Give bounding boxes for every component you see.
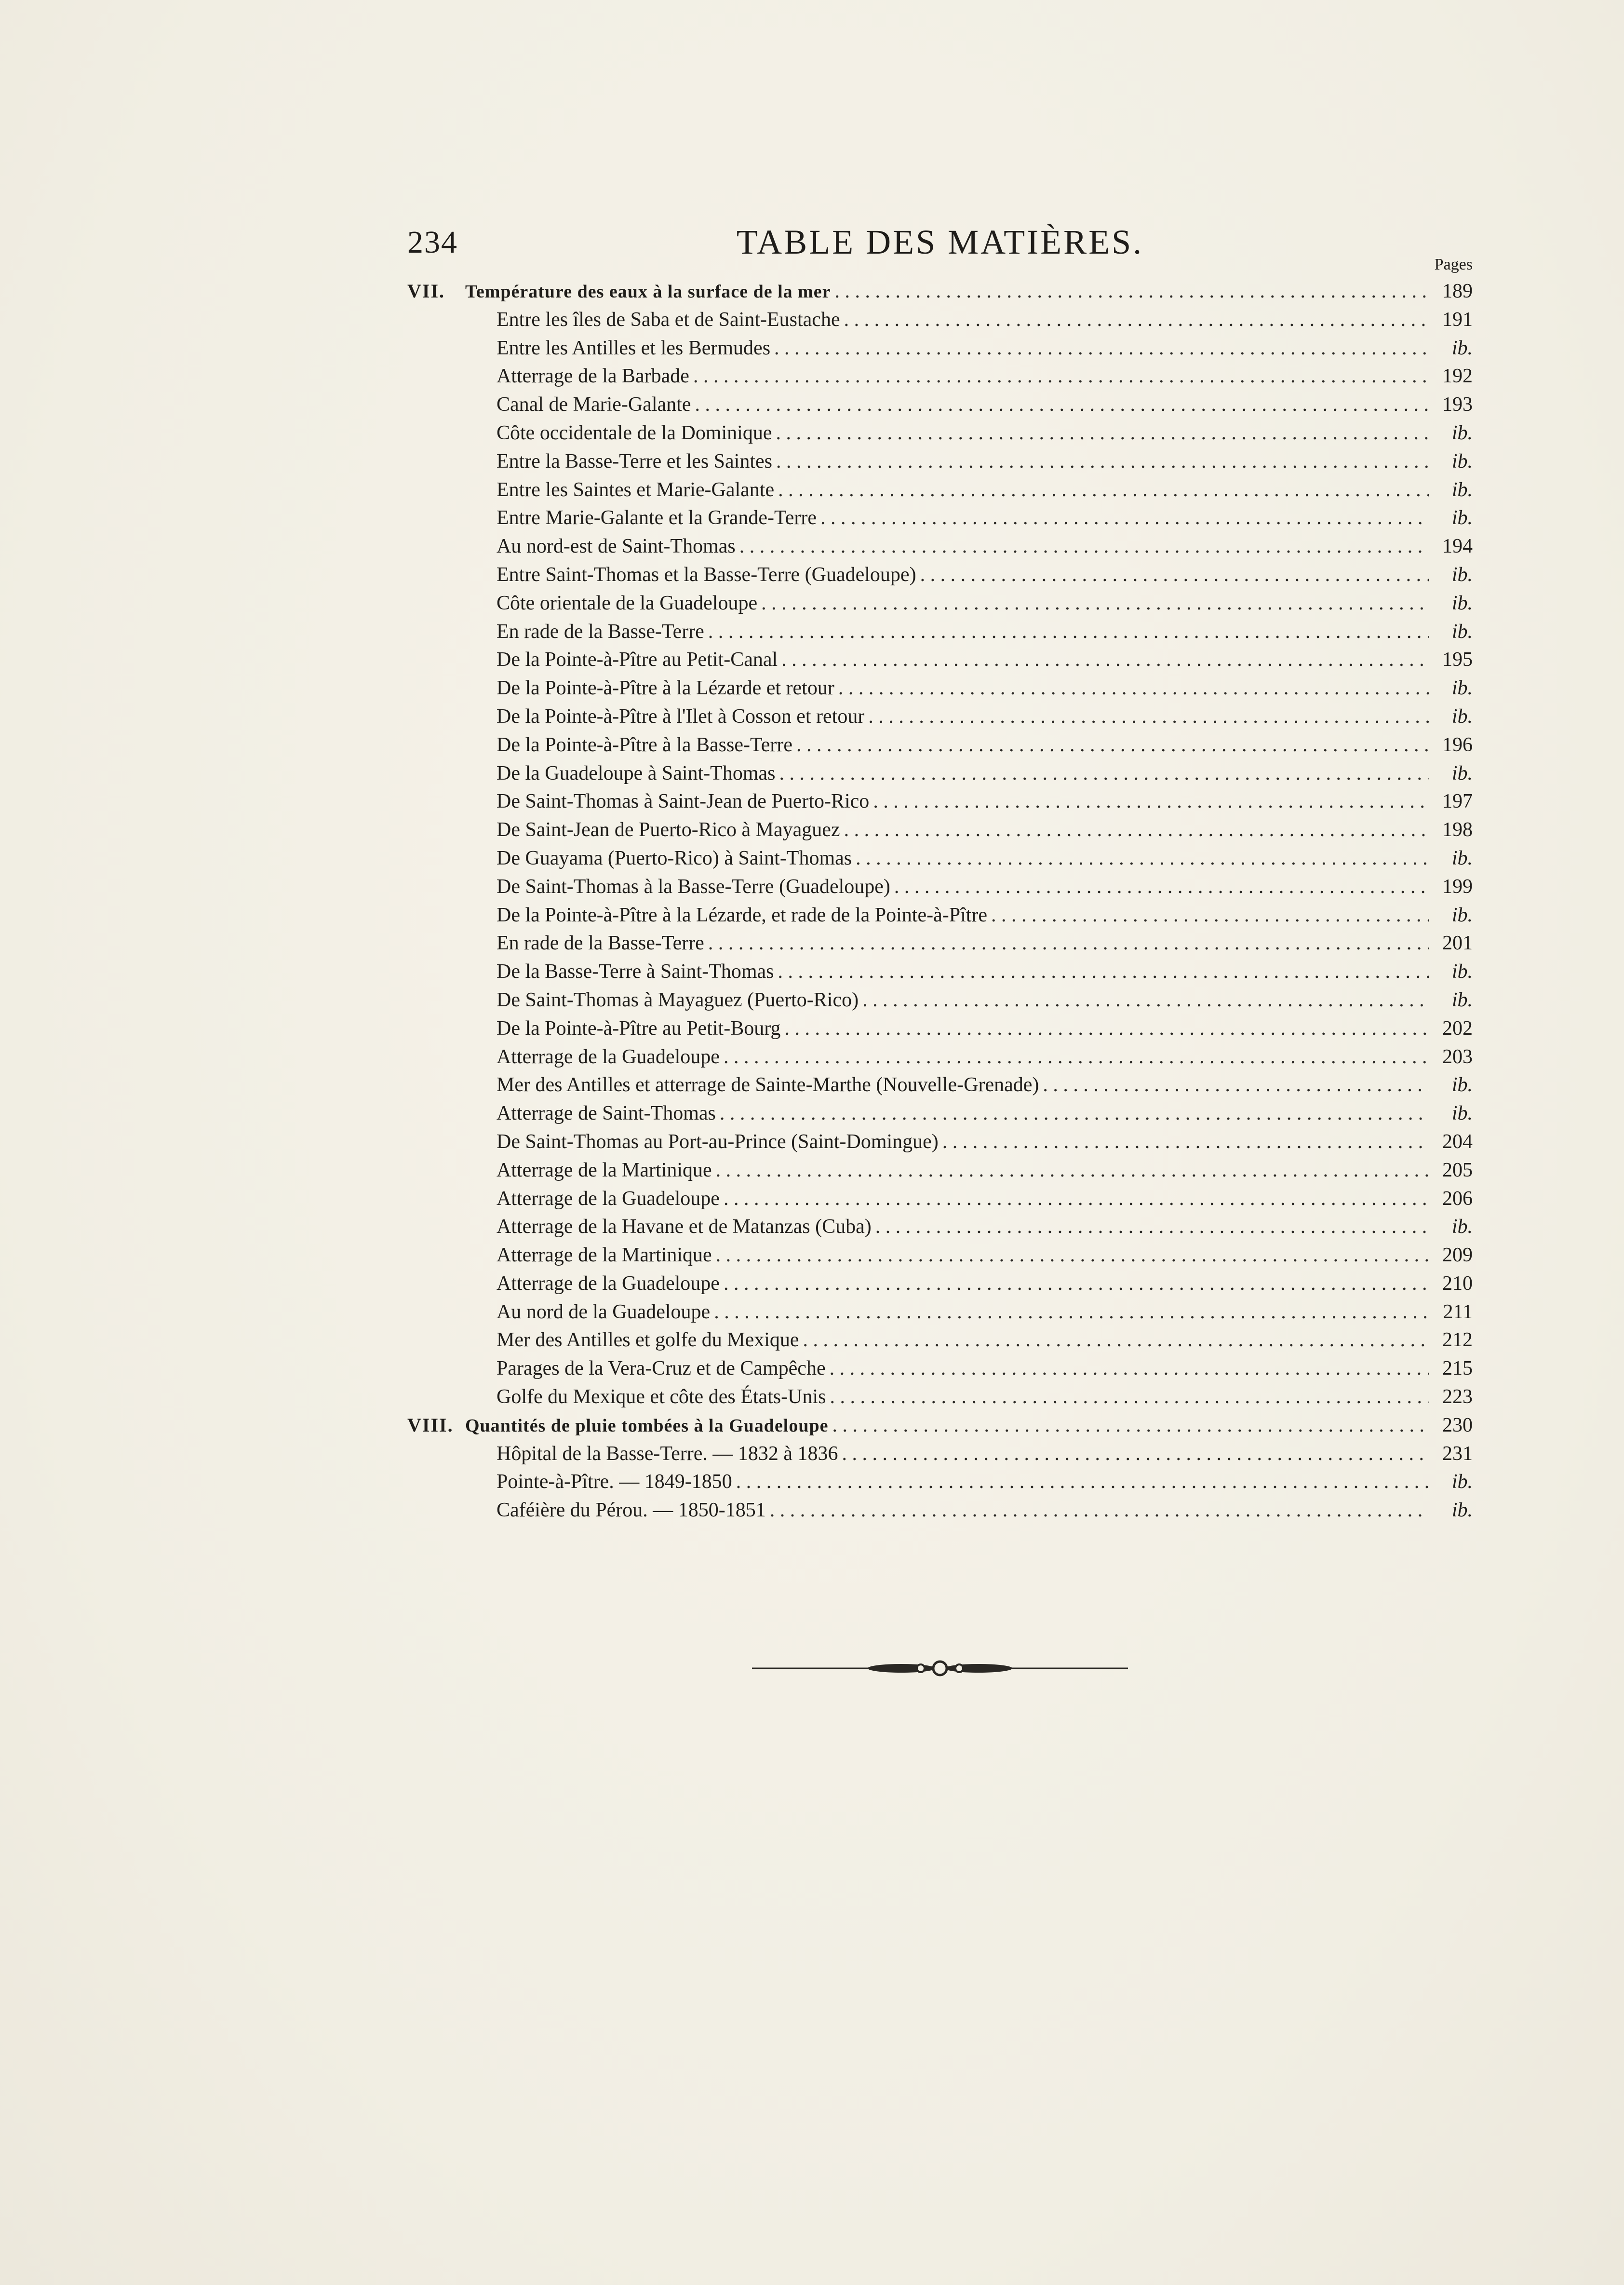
toc-row: [407, 362, 1473, 391]
dot-leader: [817, 504, 1429, 532]
toc-row: [407, 1071, 1473, 1099]
toc-entry-label: Hôpital de la Basse-Terre. — 1832 à 1836: [497, 1442, 838, 1465]
dot-leader: [712, 1156, 1429, 1185]
toc-entry-label: Atterrage de la Martinique: [497, 1244, 712, 1267]
toc-entry-label: Entre la Basse-Terre et les Saintes: [497, 450, 773, 473]
toc-page-number: ib.: [1451, 337, 1473, 359]
toc-row: [407, 703, 1473, 731]
toc-entry-label: De la Pointe-à-Pître au Petit-Bourg: [497, 1017, 781, 1040]
dot-leader: [772, 447, 1429, 476]
toc-page-number: ib.: [1451, 1471, 1473, 1493]
toc-entry-label: Atterrage de Saint-Thomas: [497, 1102, 716, 1125]
toc-row: [407, 646, 1473, 674]
toc-entry-label: De la Pointe-à-Pître à la Lézarde, et rade de la Pointe-à-Pître: [497, 904, 988, 926]
toc-page-number: 231: [1442, 1442, 1473, 1465]
dot-leader: [778, 646, 1429, 674]
dot-leader: [826, 1354, 1429, 1383]
toc-page-number: ib.: [1451, 563, 1473, 586]
dot-leader: [859, 986, 1429, 1014]
dot-leader: [766, 1496, 1429, 1525]
toc-entry-label: Mer des Antilles et golfe du Mexique: [497, 1329, 799, 1352]
toc-row: [407, 1496, 1473, 1525]
toc-row: [407, 618, 1473, 646]
toc-page-number: ib.: [1451, 478, 1473, 501]
dot-leader: [720, 1043, 1429, 1071]
dot-leader: [732, 1468, 1429, 1496]
toc-entry-label: Mer des Antilles et atterrage de Sainte-Marthe (Nouvelle-Grenade): [497, 1074, 1039, 1096]
toc-page-number: ib.: [1451, 847, 1473, 869]
dot-leader: [826, 1383, 1429, 1411]
toc-page-number: 199: [1442, 875, 1473, 898]
toc-entry-label: Côte orientale de la Guadeloupe: [497, 592, 758, 614]
toc-row: [407, 731, 1473, 759]
toc-entry-label: Golfe du Mexique et côte des États-Unis: [497, 1386, 826, 1408]
dot-leader: [691, 391, 1429, 419]
dot-leader: [939, 1128, 1429, 1156]
toc-entry-label: Entre les Antilles et les Bermudes: [497, 337, 771, 359]
toc-row: [407, 929, 1473, 958]
toc-page-number: ib.: [1451, 592, 1473, 614]
toc-page-number: ib.: [1451, 620, 1473, 643]
toc-page-number: 204: [1442, 1130, 1473, 1153]
toc-row: [407, 1185, 1473, 1213]
toc-entry-label: De Saint-Thomas à la Basse-Terre (Guadeloupe): [497, 875, 890, 898]
toc-entry-label: Atterrage de la Barbade: [497, 365, 689, 388]
toc-row: [407, 476, 1473, 504]
toc-page-number: ib.: [1451, 762, 1473, 784]
toc-entry-label: De la Pointe-à-Pître à la Basse-Terre: [497, 733, 792, 756]
toc-entry-label: Atterrage de la Martinique: [497, 1159, 712, 1181]
toc-entry-label: Quantités de pluie tombées à la Guadeloupe: [465, 1415, 829, 1436]
toc-section-row: [407, 1411, 1473, 1440]
toc-page-number: ib.: [1451, 904, 1473, 926]
toc-entry-label: De la Pointe-à-Pître à l'Ilet à Cosson et retour: [497, 705, 865, 728]
toc-row: [407, 844, 1473, 873]
toc-page-number: 203: [1442, 1045, 1473, 1068]
pages-column-label: Pages: [1434, 256, 1473, 273]
toc-row: [407, 306, 1473, 334]
toc-row: [407, 1440, 1473, 1468]
toc-page-number: ib.: [1451, 1074, 1473, 1096]
dot-leader: [774, 476, 1429, 504]
toc-page-number: ib.: [1451, 1102, 1473, 1125]
toc-entry-label: Au nord-est de Saint-Thomas: [497, 535, 736, 558]
toc-page-number: 198: [1442, 819, 1473, 841]
toc-page-number: ib.: [1451, 507, 1473, 529]
toc-row: [407, 532, 1473, 561]
toc-row: [407, 1354, 1473, 1383]
section-number: VIII.: [407, 1414, 454, 1436]
dot-leader: [838, 1440, 1429, 1468]
toc-row: [407, 1270, 1473, 1298]
toc-page-number: 211: [1443, 1300, 1473, 1323]
dot-leader: [780, 1014, 1429, 1043]
toc-row: [407, 1128, 1473, 1156]
toc-entry-label: Atterrage de la Guadeloupe: [497, 1272, 720, 1295]
toc-row: [407, 901, 1473, 930]
dot-leader: [775, 759, 1429, 788]
toc-entry-label: Entre les Saintes et Marie-Galante: [497, 478, 775, 501]
toc-row: [407, 391, 1473, 419]
toc-row: [407, 589, 1473, 618]
toc-entry-label: Canal de Marie-Galante: [497, 393, 691, 416]
toc-page-number: 191: [1442, 308, 1473, 331]
toc-entry-label: Entre Marie-Galante et la Grande-Terre: [497, 507, 817, 529]
toc-entry-label: Atterrage de la Guadeloupe: [497, 1045, 720, 1068]
dot-leader: [689, 362, 1429, 391]
toc-page-number: 193: [1442, 393, 1473, 416]
toc-entry-label: De la Basse-Terre à Saint-Thomas: [497, 960, 774, 983]
dot-leader: [770, 334, 1429, 363]
dot-leader: [840, 816, 1429, 844]
toc-page-number: 202: [1442, 1017, 1473, 1040]
toc-entry-label: De Saint-Thomas à Mayaguez (Puerto-Rico): [497, 988, 859, 1011]
toc-entry-label: Pointe-à-Pître. — 1849-1850: [497, 1471, 732, 1493]
dot-leader: [890, 873, 1429, 901]
dot-leader: [987, 901, 1429, 930]
toc-entry-label: En rade de la Basse-Terre: [497, 932, 704, 955]
toc-page-number: 196: [1442, 733, 1473, 756]
toc-entry-label: De Saint-Thomas au Port-au-Prince (Saint-Domingue): [497, 1130, 939, 1153]
dot-leader: [716, 1099, 1429, 1128]
dot-leader: [831, 277, 1429, 306]
ornament-divider-icon: [752, 1659, 1128, 1678]
toc-row: [407, 1099, 1473, 1128]
dot-leader: [869, 787, 1429, 816]
toc-row: [407, 334, 1473, 363]
toc-row: [407, 1468, 1473, 1496]
dot-leader: [792, 731, 1429, 759]
toc-page-number: 206: [1442, 1187, 1473, 1210]
dot-leader: [916, 561, 1429, 589]
toc-section-row: [407, 277, 1473, 306]
toc-row: [407, 447, 1473, 476]
toc-page-number: 201: [1442, 932, 1473, 955]
dot-leader: [704, 618, 1429, 646]
toc-entry-label: Atterrage de la Havane et de Matanzas (Cuba): [497, 1216, 872, 1238]
toc-row: [407, 674, 1473, 703]
toc-row: [407, 816, 1473, 844]
toc-entry-label: Caféière du Pérou. — 1850-1851: [497, 1499, 766, 1522]
dot-leader: [1039, 1071, 1429, 1099]
toc-row: [407, 1298, 1473, 1326]
toc-row: [407, 419, 1473, 447]
toc-page-number: 210: [1442, 1272, 1473, 1295]
toc-page-number: ib.: [1451, 705, 1473, 728]
dot-leader: [872, 1213, 1429, 1241]
toc-row: [407, 1326, 1473, 1354]
toc-page-number: 230: [1442, 1414, 1473, 1436]
dot-leader: [774, 958, 1429, 986]
toc-entry-label: De Guayama (Puerto-Rico) à Saint-Thomas: [497, 847, 852, 869]
toc-entry-label: Au nord de la Guadeloupe: [497, 1300, 711, 1323]
page-number: 234: [407, 225, 458, 260]
toc-page-number: 195: [1442, 649, 1473, 671]
toc-page-number: 205: [1442, 1159, 1473, 1181]
toc-page-number: ib.: [1451, 1499, 1473, 1522]
toc-page-number: 212: [1442, 1329, 1473, 1352]
toc-row: [407, 1156, 1473, 1185]
toc-page-number: ib.: [1451, 677, 1473, 700]
dot-leader: [720, 1185, 1429, 1213]
dot-leader: [720, 1270, 1429, 1298]
toc-page-number: ib.: [1451, 450, 1473, 473]
toc-page-number: ib.: [1451, 421, 1473, 444]
toc-page-number: ib.: [1451, 960, 1473, 983]
dot-leader: [829, 1411, 1430, 1440]
toc-row: [407, 1213, 1473, 1241]
toc-entry-label: Atterrage de la Guadeloupe: [497, 1187, 720, 1210]
toc-entry-label: En rade de la Basse-Terre: [497, 620, 704, 643]
toc-row: [407, 958, 1473, 986]
toc-page-number: ib.: [1451, 1216, 1473, 1238]
toc-page-number: ib.: [1451, 988, 1473, 1011]
dot-leader: [852, 844, 1429, 873]
toc-row: [407, 759, 1473, 788]
table-of-contents: [407, 277, 1473, 1525]
toc-entry-label: De la Pointe-à-Pître à la Lézarde et retour: [497, 677, 834, 700]
toc-row: [407, 1383, 1473, 1411]
toc-page-number: 189: [1442, 280, 1473, 302]
toc-entry-label: De la Pointe-à-Pître au Petit-Canal: [497, 649, 778, 671]
toc-row: [407, 1241, 1473, 1270]
dot-leader: [772, 419, 1429, 447]
page-header: [407, 215, 1473, 273]
toc-row: [407, 561, 1473, 589]
toc-entry-label: Côte occidentale de la Dominique: [497, 421, 772, 444]
toc-entry-label: Entre les îles de Saba et de Saint-Eustache: [497, 308, 840, 331]
dot-leader: [736, 532, 1429, 561]
dot-leader: [710, 1298, 1429, 1326]
toc-entry-label: Entre Saint-Thomas et la Basse-Terre (Guadeloupe): [497, 563, 916, 586]
toc-page-number: 209: [1442, 1244, 1473, 1267]
toc-entry-label: De Saint-Thomas à Saint-Jean de Puerto-Rico: [497, 790, 870, 813]
toc-entry-label: Température des eaux à la surface de la mer: [465, 282, 831, 302]
toc-row: [407, 986, 1473, 1014]
dot-leader: [712, 1241, 1429, 1270]
dot-leader: [864, 703, 1429, 731]
toc-entry-label: Parages de la Vera-Cruz et de Campêche: [497, 1357, 826, 1380]
running-title: TABLE DES MATIÈRES.: [736, 223, 1144, 261]
toc-page-number: 215: [1442, 1357, 1473, 1380]
toc-row: [407, 504, 1473, 532]
dot-leader: [704, 929, 1429, 958]
toc-entry-label: De Saint-Jean de Puerto-Rico à Mayaguez: [497, 819, 840, 841]
dot-leader: [840, 306, 1429, 334]
dot-leader: [834, 674, 1429, 703]
dot-leader: [757, 589, 1429, 618]
toc-row: [407, 873, 1473, 901]
toc-page-number: 192: [1442, 365, 1473, 388]
section-number: VII.: [407, 280, 445, 302]
toc-row: [407, 1014, 1473, 1043]
toc-page-number: 194: [1442, 535, 1473, 558]
toc-row: [407, 787, 1473, 816]
toc-row: [407, 1043, 1473, 1071]
toc-page-number: 197: [1442, 790, 1473, 813]
toc-entry-label: De la Guadeloupe à Saint-Thomas: [497, 762, 776, 784]
dot-leader: [799, 1326, 1429, 1354]
toc-page-number: 223: [1442, 1386, 1473, 1408]
